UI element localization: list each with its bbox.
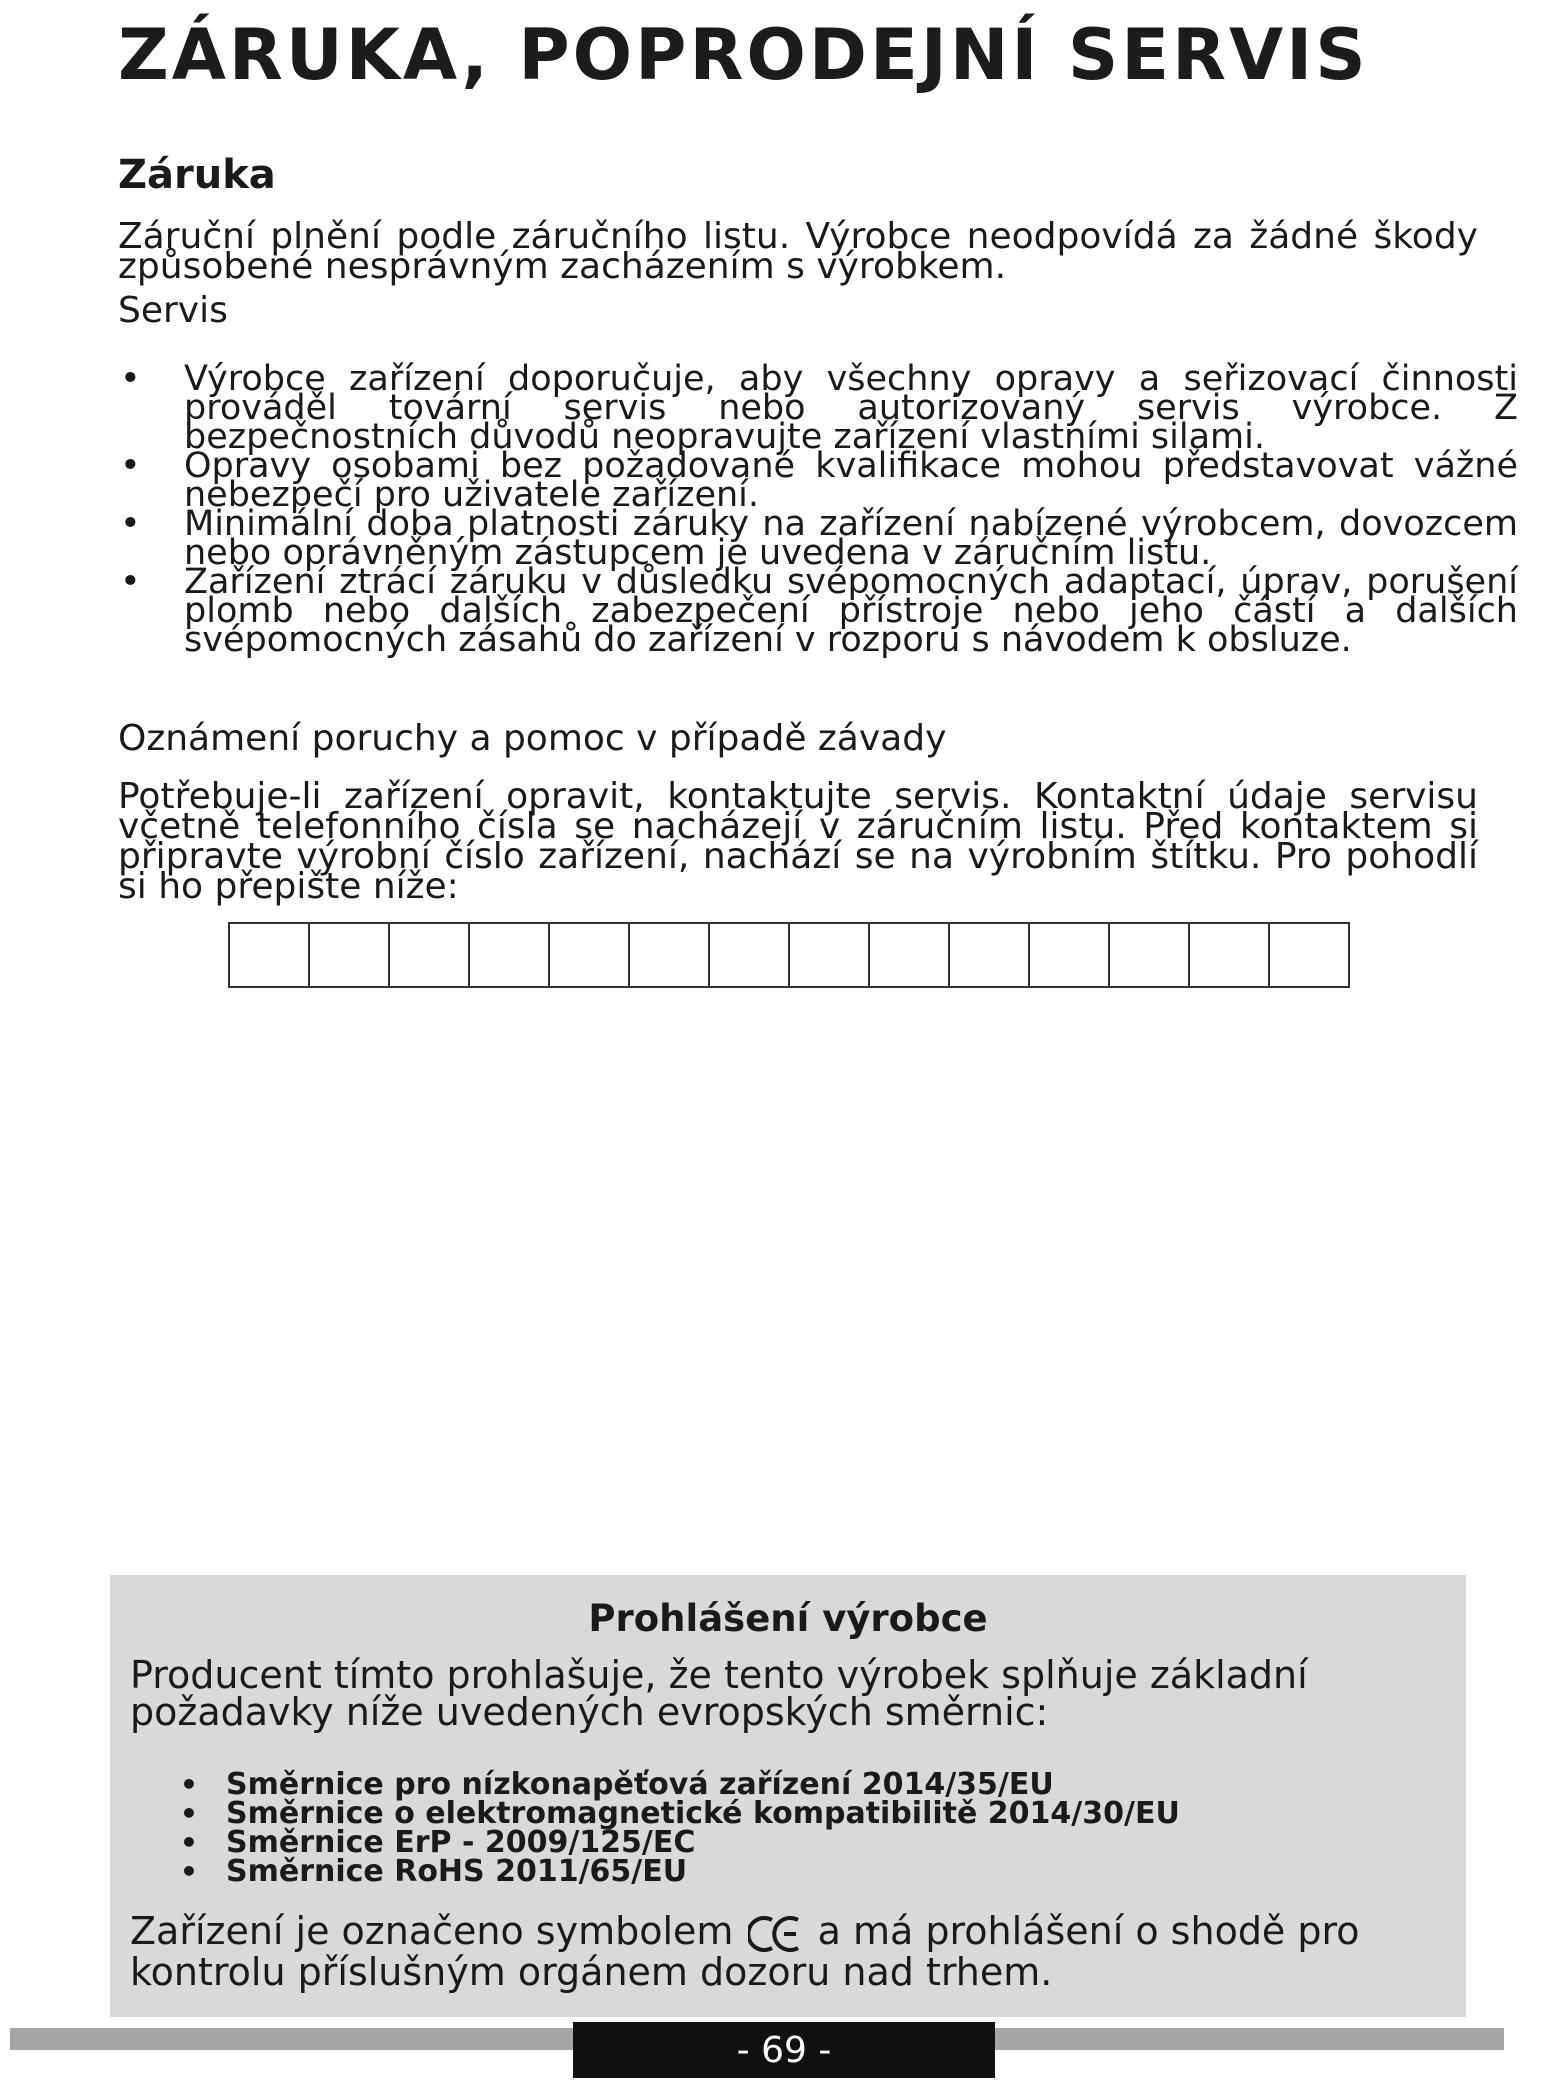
declaration-title: Prohlášení výrobce bbox=[588, 1597, 988, 1640]
serial-digit-box bbox=[470, 924, 550, 986]
serial-digit-box bbox=[630, 924, 710, 986]
declaration-footer-after: a má prohlášení o shodě pro kontrolu příslušným orgánem dozoru nad trhem. bbox=[130, 1909, 1360, 1994]
bullet-icon: • bbox=[120, 562, 141, 602]
list-item bbox=[118, 504, 1518, 573]
serial-digit-box bbox=[790, 924, 870, 986]
list-item bbox=[180, 1767, 1180, 1802]
page-title: ZÁRUKA, POPRODEJNÍ SERVIS bbox=[118, 14, 1369, 96]
bullet-icon: • bbox=[180, 1826, 198, 1859]
directive-text: Směrnice ErP - 2009/125/EC bbox=[226, 1825, 696, 1860]
bullet-icon: • bbox=[180, 1855, 198, 1888]
declaration-footer-before: Zařízení je označeno symbolem bbox=[130, 1909, 734, 1953]
list-item bbox=[180, 1825, 1180, 1860]
fault-text: Potřebuje-li zařízení opravit, kontaktujte servis. Kontaktní údaje servisu včetně telefonního čísla se nacházejí v záručním listu. Před kontaktem si připravte výrobní číslo zařízení, nachází se na výrobním štítku. Pro pohodlí si ho přepište níže: bbox=[118, 776, 1478, 907]
service-label: Servis bbox=[118, 290, 228, 331]
serial-digit-box bbox=[390, 924, 470, 986]
serial-digit-box bbox=[1030, 924, 1110, 986]
bullet-icon: • bbox=[180, 1797, 198, 1830]
serial-digit-box bbox=[310, 924, 390, 986]
serial-digit-box bbox=[550, 924, 630, 986]
service-bullet-list bbox=[118, 359, 1518, 660]
list-item bbox=[180, 1854, 1180, 1889]
list-item bbox=[118, 446, 1518, 515]
bullet-text: Opravy osobami bez požadované kvalifikace mohou představovat vážné nebezpečí pro uživatele zařízení. bbox=[184, 446, 1518, 515]
directive-list bbox=[180, 1767, 1180, 1889]
serial-number-boxes bbox=[228, 922, 1350, 988]
manufacturer-declaration-box bbox=[110, 1575, 1466, 2017]
bullet-icon: • bbox=[180, 1768, 198, 1801]
list-item bbox=[180, 1796, 1180, 1831]
bullet-icon: • bbox=[120, 359, 141, 399]
bullet-text: Výrobce zařízení doporučuje, aby všechny opravy a seřizovací činnosti prováděl tovární servis nebo autorizovaný servis výrobce. Z bezpečnostních důvodů neopravujte zařízení vlastními silami. bbox=[184, 359, 1518, 457]
directive-text: Směrnice RoHS 2011/65/EU bbox=[226, 1854, 688, 1889]
serial-digit-box bbox=[870, 924, 950, 986]
serial-digit-box bbox=[710, 924, 790, 986]
serial-digit-box bbox=[1270, 924, 1348, 986]
serial-digit-box bbox=[230, 924, 310, 986]
page-number: - 69 - bbox=[573, 2022, 995, 2078]
bullet-icon: • bbox=[120, 446, 141, 486]
ce-mark-icon bbox=[748, 1914, 804, 1954]
serial-digit-box bbox=[1190, 924, 1270, 986]
list-item bbox=[118, 359, 1518, 457]
directive-text: Směrnice o elektromagnetické kompatibilitě 2014/30/EU bbox=[226, 1796, 1180, 1831]
fault-label: Oznámení poruchy a pomoc v případě závady bbox=[118, 718, 947, 759]
list-item bbox=[118, 562, 1518, 660]
bullet-icon: • bbox=[120, 504, 141, 544]
bullet-text: Minimální doba platnosti záruky na zařízení nabízené výrobcem, dovozcem nebo oprávněným zástupcem je uvedena v záručním listu. bbox=[184, 504, 1518, 573]
directive-text: Směrnice pro nízkonapěťová zařízení 2014/35/EU bbox=[226, 1767, 1054, 1802]
serial-digit-box bbox=[950, 924, 1030, 986]
serial-digit-box bbox=[1110, 924, 1190, 986]
warranty-text: Záruční plnění podle záručního listu. Výrobce neodpovídá za žádné škody způsobené nesprávným zacházením s výrobkem. bbox=[118, 216, 1478, 287]
warranty-heading: Záruka bbox=[118, 152, 276, 198]
bullet-text: Zařízení ztrácí záruku v důsledku svépomocných adaptací, úprav, porušení plomb nebo dalších zabezpečení přístroje nebo jeho částí a dalších svépomocných zásahů do zařízení v rozporu s návodem k obsluze. bbox=[184, 562, 1518, 660]
declaration-intro: Producent tímto prohlašuje, že tento výrobek splňuje základní požadavky níže uvedených evropských směrnic: bbox=[130, 1653, 1308, 1734]
declaration-footer bbox=[130, 1909, 1430, 1994]
